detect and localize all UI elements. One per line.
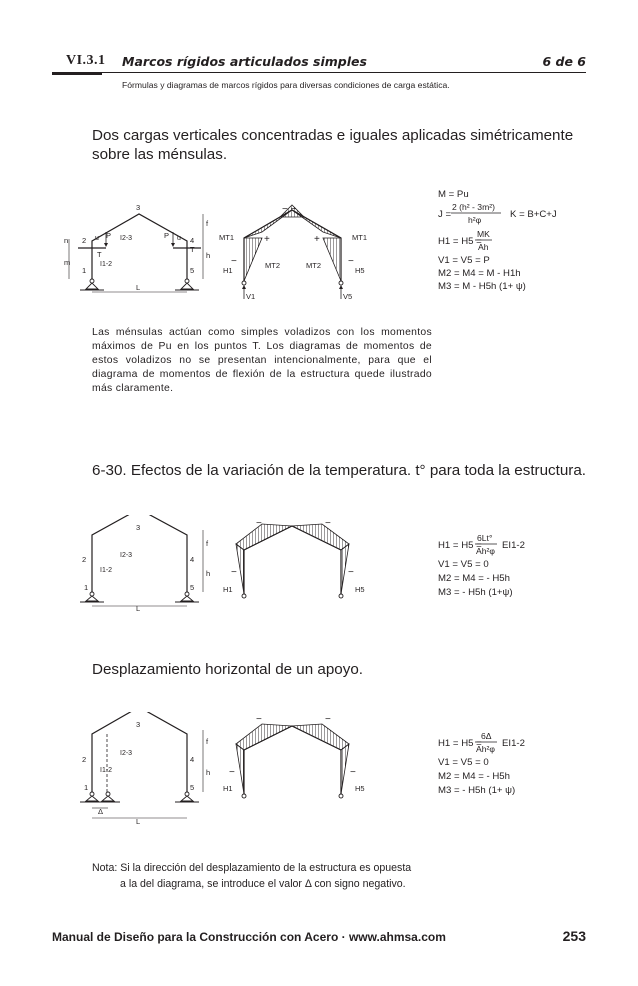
c1-I12: I1-2: [100, 261, 113, 268]
note: [92, 861, 411, 892]
c3-H5: H5: [355, 784, 365, 793]
c3-node5: 5: [190, 783, 195, 792]
c1-f-V: V1 = V5 = P: [438, 255, 490, 266]
c3-H1: H1: [223, 784, 233, 793]
c1-f-J-lhs: J =: [438, 209, 452, 220]
c3-f-M3: M3 = - H5h (1+ ψ): [438, 785, 516, 796]
footer-text: Manual de Diseño para la Construcción con Acero · www.ahmsa.com: [52, 930, 446, 944]
c1-T-right: T: [190, 245, 195, 254]
c2-node1: 1: [84, 583, 89, 592]
case1-formulas: [438, 189, 557, 292]
c3-node4: 4: [190, 755, 195, 764]
svg-text:−: −: [256, 714, 262, 725]
svg-text:−: −: [325, 518, 331, 529]
case3-moment-diagram: [223, 714, 365, 798]
svg-text:−: −: [325, 714, 331, 725]
note-line2: a la del diagrama, se introduce el valor Δ con signo negativo.: [120, 877, 406, 890]
c1-f: f: [206, 219, 209, 228]
c1-MT2-right: MT2: [306, 261, 321, 270]
case1-figure: [0, 180, 638, 310]
c1-f-J-num: 2 (h² - 3m²): [452, 202, 495, 212]
c2-I12: I1-2: [100, 567, 113, 574]
c2-H1: H1: [223, 585, 233, 594]
c1-f-H-den: Ah: [478, 242, 489, 252]
c3-f-H-tail: EI1-2: [502, 738, 525, 749]
c3-delta: Δ: [98, 807, 104, 816]
c1-H1: H1: [223, 266, 233, 275]
page-number: 253: [562, 928, 586, 944]
c2-f-M24: M2 = M4 = - H5h: [438, 573, 510, 584]
c3-f-V: V1 = V5 = 0: [438, 757, 489, 768]
case3-formulas: [438, 731, 525, 796]
c1-node3: 3: [136, 203, 141, 212]
case2-frame: [80, 515, 210, 613]
c1-u-left: u: [95, 235, 99, 242]
case2-formulas: [438, 533, 525, 598]
c2-H5: H5: [355, 585, 365, 594]
case2-figure: [0, 515, 638, 625]
c3-f-H-num: 6Δ: [481, 731, 492, 741]
case2-heading: 6-30. Efectos de la variación de la temperatura. t° para toda la estructura.: [92, 462, 587, 479]
c1-node5: 5: [190, 266, 195, 275]
case1-heading: [92, 126, 573, 164]
case1-heading-line2: sobre las ménsulas.: [92, 146, 228, 163]
c3-I23: I2-3: [120, 750, 133, 757]
c3-f-H-den: Ah²φ: [476, 744, 495, 754]
c1-MT2-left: MT2: [265, 261, 280, 270]
case3-figure: [0, 712, 638, 832]
svg-text:+: +: [264, 234, 270, 245]
svg-text:− −: − −: [282, 204, 297, 215]
case1-paragraph: Las ménsulas actúan como simples voladizos con los momentos máximos de Pu en los puntos T. Los diagramas de momentos de estos voladizos no se presentan intencionalmente, para que el diagrama de momentos de flexión de la estructura quede ilustrado más claramente.: [92, 327, 432, 394]
c3-f: f: [206, 737, 209, 746]
c1-f-H-num: MK: [477, 229, 490, 239]
c1-I23: I2-3: [120, 235, 133, 242]
c1-f-K: K = B+C+J: [510, 209, 557, 220]
c3-node2: 2: [82, 755, 87, 764]
c1-f-M24: M2 = M4 = M - H1h: [438, 268, 521, 279]
c1-L: L: [136, 283, 141, 292]
c1-V5: V5: [343, 292, 353, 301]
c1-node4: 4: [190, 236, 195, 245]
c2-f-M3: M3 = - H5h (1+ψ): [438, 587, 513, 598]
c3-h: h: [206, 768, 211, 777]
c1-H5: H5: [355, 266, 365, 275]
c2-f-H-den: Ah²φ: [476, 546, 495, 556]
c3-node3: 3: [136, 720, 141, 729]
c2-L: L: [136, 604, 141, 613]
c1-node1: 1: [82, 266, 87, 275]
case1-heading-line1: Dos cargas verticales concentradas e iguales aplicadas simétricamente: [92, 127, 574, 144]
c1-f-M: M = Pu: [438, 189, 469, 200]
c1-f-J-den: h²φ: [468, 215, 482, 225]
case3-frame: [80, 712, 210, 826]
header-rule: [52, 72, 586, 73]
svg-text:−: −: [348, 567, 354, 578]
svg-text:−: −: [231, 567, 237, 578]
c1-MT1-right: MT1: [352, 233, 367, 242]
c2-I23: I2-3: [120, 552, 133, 559]
c1-n: n: [64, 236, 69, 245]
c1-node2: 2: [82, 236, 87, 245]
c2-node5: 5: [190, 583, 195, 592]
svg-text:−: −: [256, 518, 262, 529]
section-title: Marcos rígidos articulados simples: [122, 54, 367, 69]
c2-h: h: [206, 569, 211, 578]
c2-f-H-tail: EI1-2: [502, 540, 525, 551]
c3-node1: 1: [84, 783, 89, 792]
c3-I12: I1-2: [100, 767, 113, 774]
c1-h: h: [206, 251, 211, 260]
c2-f: f: [206, 539, 209, 548]
c1-m: m: [64, 258, 71, 267]
c2-f-H-num: 6Lt°: [477, 533, 493, 543]
svg-text:−: −: [350, 767, 356, 778]
case2-moment-diagram: [223, 518, 365, 598]
c2-node3: 3: [136, 523, 141, 532]
header-tab: [52, 72, 102, 75]
c1-f-H-lhs: H1 = H5 =: [438, 236, 482, 247]
page-of: 6 de 6: [542, 54, 586, 69]
c2-node4: 4: [190, 555, 195, 564]
c1-P-left: P: [106, 231, 112, 240]
c3-f-H-lhs: H1 = H5 =: [438, 738, 482, 749]
case3-heading: Desplazamiento horizontal de un apoyo.: [92, 661, 364, 678]
c3-f-M24: M2 = M4 = - H5h: [438, 771, 510, 782]
c1-P-right: P: [164, 231, 170, 240]
c2-f-H-lhs: H1 = H5 =: [438, 540, 482, 551]
svg-text:−: −: [229, 767, 235, 778]
c1-u-right: u: [177, 235, 181, 242]
c1-V1: V1: [246, 292, 256, 301]
c3-L: L: [136, 817, 141, 826]
section-number: VI.3.1: [66, 53, 106, 68]
c1-MT1-left: MT1: [219, 233, 234, 242]
svg-text:−: −: [231, 256, 237, 267]
note-line1: Nota: Si la dirección del desplazamiento de la estructura es opuesta: [92, 862, 412, 874]
page-subtitle: Fórmulas y diagramas de marcos rígidos para diversas condiciones de carga estática.: [122, 80, 450, 90]
svg-text:+: +: [314, 234, 320, 245]
c1-T-left: T: [97, 250, 102, 259]
c2-node2: 2: [82, 555, 87, 564]
c2-f-V: V1 = V5 = 0: [438, 559, 489, 570]
c1-f-M3: M3 = M - H5h (1+ ψ): [438, 281, 526, 292]
case1-moment-diagram: [219, 204, 367, 301]
svg-text:−: −: [348, 256, 354, 267]
case1-frame: [64, 203, 210, 292]
